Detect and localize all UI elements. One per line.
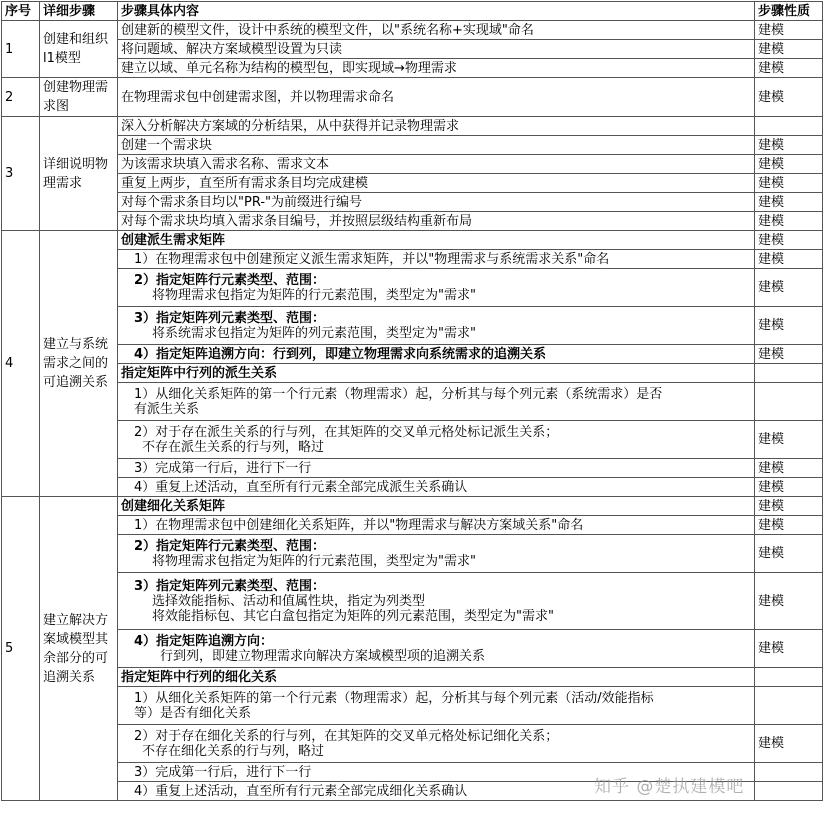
step-nature: 建模 [755,516,823,535]
table-row [2,687,823,725]
step-content-detail: 将系统需求包指定为矩阵的列元素范围，类型定为"需求" [152,325,476,341]
step-content [118,421,755,459]
step-content: 对每个需求条目均以"PR-"为前缀进行编号 [118,193,755,212]
step-nature [755,763,823,782]
table-row [2,497,823,516]
step-nature: 建模 [755,535,823,573]
table-row [2,212,823,231]
step-content: 4）重复上述活动，直至所有行元素全部完成细化关系确认 [118,782,755,801]
step-content [118,535,755,573]
step-name: 详细说明物理需求 [40,117,118,231]
step-nature: 建模 [755,231,823,250]
step-number: 4 [2,231,40,497]
step-content: 3）完成第一行后，进行下一行 [118,763,755,782]
step-content-title: 3）指定矩阵列元素类型、范围： [134,310,326,326]
step-content-title: 2）指定矩阵行元素类型、范围： [134,538,326,554]
table-row [2,40,823,59]
step-content-line: 不存在派生关系的行与列，略过 [142,439,325,455]
table-row [2,535,823,573]
step-content: 创建一个需求块 [118,136,755,155]
step-content [118,630,755,668]
step-content: 3）完成第一行后，进行下一行 [118,459,755,478]
table-row [2,155,823,174]
step-content: 将问题域、解决方案域模型设置为只读 [118,40,755,59]
step-nature [755,687,823,725]
step-nature: 建模 [755,136,823,155]
step-nature: 建模 [755,573,823,630]
step-name: 创建和组织l1模型 [40,21,118,78]
step-content-title: 4）指定矩阵追溯方向： [134,633,274,649]
step-content: 4）重复上述活动，直至所有行元素全部完成派生关系确认 [118,478,755,497]
header-no: 序号 [2,2,40,21]
table-row [2,78,823,117]
table-row [2,174,823,193]
header-nature: 步骤性质 [755,2,823,21]
table-row [2,478,823,497]
step-content: 创建新的模型文件，设计中系统的模型文件，以"系统名称+实现域"命名 [118,21,755,40]
step-content [118,573,755,630]
step-content-detail: 将物理需求包指定为矩阵的行元素范围，类型定为"需求" [152,287,476,303]
step-content: 1）在物理需求包中创建预定义派生需求矩阵，并以"物理需求与系统需求关系"命名 [118,250,755,269]
step-name: 创建物理需求图 [40,78,118,117]
table-row [2,136,823,155]
step-content: 重复上两步，直至所有需求条目均完成建模 [118,174,755,193]
table-row [2,307,823,345]
table-row [2,21,823,40]
step-content-line: 2）对于存在细化关系的行与列，在其矩阵的交叉单元格处标记细化关系； [134,728,559,744]
step-number: 3 [2,117,40,231]
step-nature: 建模 [755,59,823,78]
step-nature: 建模 [755,421,823,459]
step-content: 深入分析解决方案域的分析结果，从中获得并记录物理需求 [118,117,755,136]
step-nature: 建模 [755,21,823,40]
step-nature [755,364,823,383]
step-nature: 建模 [755,250,823,269]
step-content-line: 1）从细化关系矩阵的第一个行元素（物理需求）起，分析其与每个列元素（系统需求）是否 [134,386,663,402]
step-content [118,269,755,307]
step-content: 建立以域、单元名称为结构的模型包，即实现域→物理需求 [118,59,755,78]
step-nature: 建模 [755,212,823,231]
step-nature: 建模 [755,630,823,668]
step-content [118,725,755,763]
table-row [2,421,823,459]
step-content-line: 1）从细化关系矩阵的第一个行元素（物理需求）起，分析其与每个列元素（活动/效能指标 [134,690,654,706]
step-nature: 建模 [755,269,823,307]
table-row [2,516,823,535]
table-row [2,269,823,307]
table-row [2,668,823,687]
step-nature: 建模 [755,307,823,345]
step-nature: 建模 [755,174,823,193]
step-name: 建立与系统需求之间的可追溯关系 [40,231,118,497]
step-content: 为该需求块填入需求名称、需求文本 [118,155,755,174]
step-nature: 建模 [755,155,823,174]
table-row [2,725,823,763]
table-row [2,459,823,478]
step-content-line: 等）是否有细化关系 [134,705,252,721]
step-nature [755,782,823,801]
header-row [2,2,823,21]
step-content-detail: 选择效能指标、活动和值属性块，指定为列类型 [152,593,426,609]
header-step: 详细步骤 [40,2,118,21]
process-table [1,1,823,801]
step-content: 1）在物理需求包中创建细化关系矩阵，并以"物理需求与解决方案域关系"命名 [118,516,755,535]
table-row [2,364,823,383]
step-content: 创建派生需求矩阵 [118,231,755,250]
step-content: 4）指定矩阵追溯方向：行到列，即建立物理需求向系统需求的追溯关系 [118,345,755,364]
step-number: 1 [2,21,40,78]
step-nature: 建模 [755,193,823,212]
step-number: 2 [2,78,40,117]
step-name: 建立解决方案域模型其余部分的可追溯关系 [40,497,118,801]
step-nature: 建模 [755,345,823,364]
step-content-title: 2）指定矩阵行元素类型、范围： [134,272,326,288]
step-nature: 建模 [755,40,823,59]
table-row [2,231,823,250]
header-content: 步骤具体内容 [118,2,755,21]
step-number: 5 [2,497,40,801]
table-row [2,573,823,630]
step-content [118,687,755,725]
step-nature [755,668,823,687]
step-content-detail: 行到列，即建立物理需求向解决方案域模型项的追溯关系 [160,648,486,664]
step-nature: 建模 [755,478,823,497]
table-row [2,193,823,212]
step-content: 创建细化关系矩阵 [118,497,755,516]
step-content-line: 有派生关系 [134,401,200,417]
table-row [2,383,823,421]
step-content-line: 不存在细化关系的行与列，略过 [142,743,325,759]
table-row [2,250,823,269]
step-content: 在物理需求包中创建需求图，并以物理需求命名 [118,78,755,117]
step-nature: 建模 [755,725,823,763]
table-row [2,630,823,668]
step-nature [755,383,823,421]
table-row [2,59,823,78]
step-content [118,307,755,345]
step-nature: 建模 [755,459,823,478]
step-content-title: 3）指定矩阵列元素类型、范围： [134,578,326,594]
step-nature: 建模 [755,78,823,117]
table-row [2,345,823,364]
step-content-detail: 将效能指标包、其它白盒包指定为矩阵的列元素范围，类型定为"需求" [152,608,554,624]
step-content: 指定矩阵中行列的细化关系 [118,668,755,687]
step-content-line: 2）对于存在派生关系的行与列，在其矩阵的交叉单元格处标记派生关系； [134,424,559,440]
watermark: 知乎 @楚执建模吧 [594,777,745,797]
step-content [118,383,755,421]
step-content-detail: 将物理需求包指定为矩阵的行元素范围，类型定为"需求" [152,553,476,569]
table-row [2,117,823,136]
step-nature: 建模 [755,497,823,516]
step-nature [755,117,823,136]
step-content: 指定矩阵中行列的派生关系 [118,364,755,383]
step-content: 对每个需求块均填入需求条目编号，并按照层级结构重新布局 [118,212,755,231]
